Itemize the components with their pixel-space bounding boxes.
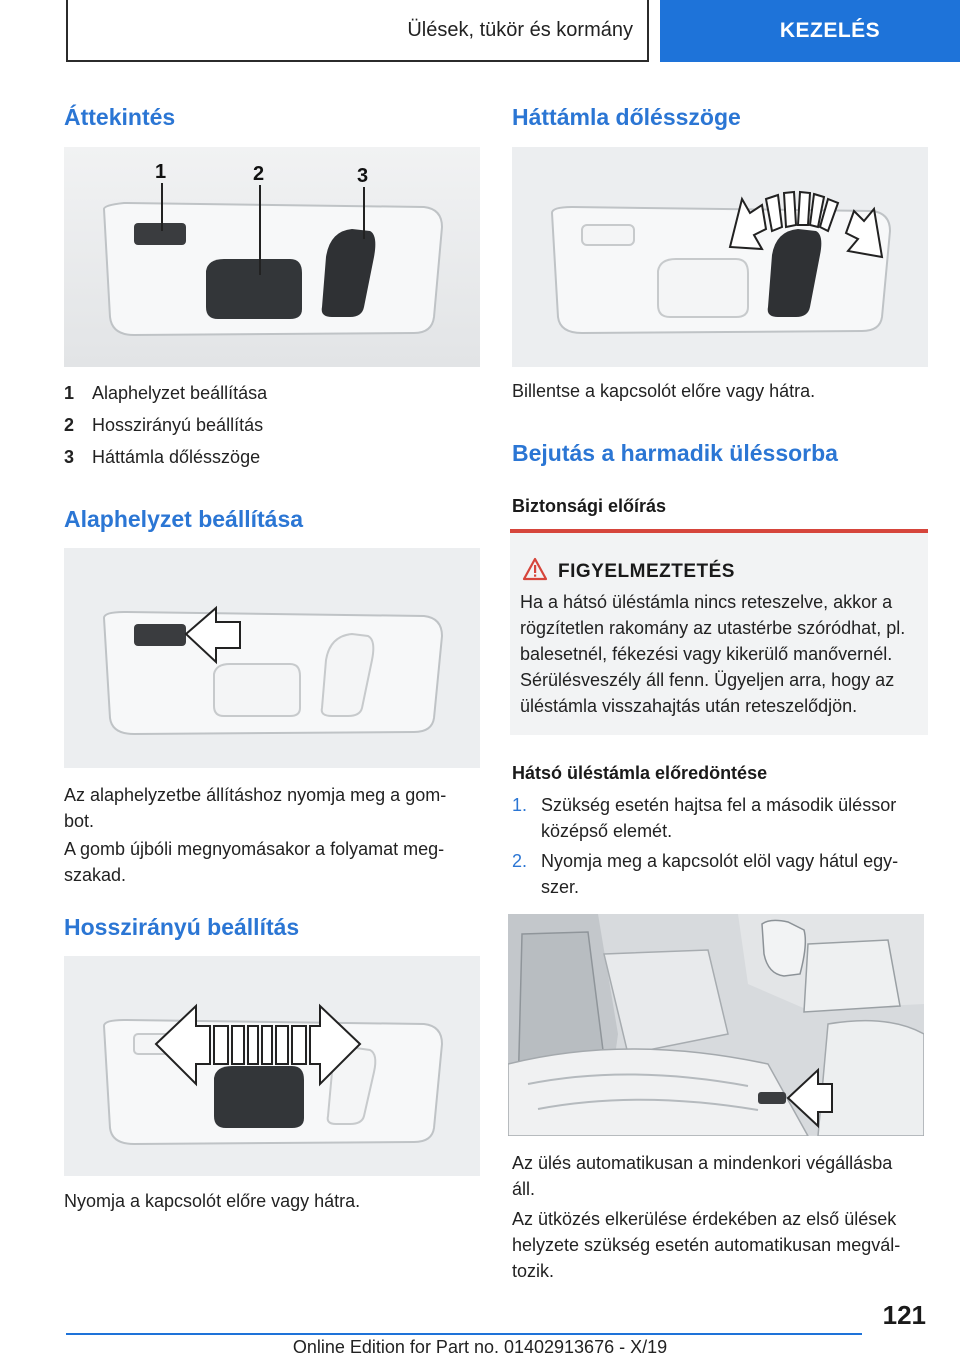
section-title: KEZELÉS (779, 19, 881, 42)
text-line: Ha a hátsó üléstámla nincs reteszelve, akkor a (520, 592, 893, 612)
third-row-heading: Bejutás a harmadik üléssorba (512, 440, 838, 466)
base-position-heading: Alaphelyzet beállítása (64, 506, 304, 532)
text-line: középső elemét. (541, 821, 673, 841)
list-item (64, 380, 480, 406)
collision-paragraph (512, 1206, 928, 1284)
list-item-number: 1 (64, 383, 75, 403)
text-line: áll. (512, 1179, 536, 1199)
text-line: helyzete szükség esetén automatikusan megvál‐ (512, 1235, 901, 1255)
callout-2: 2 (253, 163, 265, 185)
list-item-number: 2 (64, 415, 75, 435)
fold-heading: Hátsó üléstámla előredöntése (512, 763, 768, 783)
warning-title: FIGYELMEZTETÉS (558, 561, 735, 582)
footer-divider (66, 1333, 862, 1335)
backrest-figure (512, 147, 928, 367)
text-line: szakad. (64, 865, 127, 885)
text-line: Az ütközés elkerülése érdekében az első ülések (512, 1209, 897, 1229)
base-position-figure (64, 548, 480, 768)
text-line: rögzítetlen rakomány az utastérbe szóródhat, pl. (520, 618, 906, 638)
list-item-text: Hosszirányú beállítás (92, 415, 264, 435)
auto-position-paragraph (512, 1150, 928, 1202)
text-line: Az alaphelyzetbe állításhoz nyomja meg a gom‐ (64, 785, 447, 805)
edition-line: Online Edition for Part no. 01402913676 - X/19 (292, 1337, 668, 1357)
section-tab[interactable] (660, 0, 960, 62)
base-position-paragraph-2 (64, 836, 480, 888)
step-item (512, 792, 932, 844)
step-number: 1. (512, 795, 528, 815)
longitudinal-heading: Hosszirányú beállítás (64, 914, 300, 940)
warning-box (510, 529, 928, 735)
callout-3: 3 (357, 165, 369, 187)
list-item-text: Alaphelyzet beállítása (92, 383, 268, 403)
longitudinal-paragraph: Nyomja a kapcsolót előre vagy hátra. (64, 1191, 361, 1211)
callout-1: 1 (155, 161, 167, 183)
backrest-heading: Háttámla dőlésszöge (512, 104, 741, 130)
text-line: A gomb újbóli megnyomásakor a folyamat meg‐ (64, 839, 445, 859)
overview-heading: Áttekintés (64, 104, 176, 130)
third-row-seat-photo (508, 914, 924, 1136)
warning-triangle-icon (522, 557, 548, 581)
text-line: tozik. (512, 1261, 555, 1281)
text-line: bot. (64, 811, 95, 831)
warning-body (520, 589, 924, 719)
list-item-text: Háttámla dőlésszöge (92, 447, 261, 467)
page-number: 121 (882, 1300, 926, 1330)
step-text (541, 848, 931, 900)
safety-subheading: Biztonsági előírás (512, 496, 667, 516)
text-line: Nyomja meg a kapcsolót elöl vagy hátul egy‐ (541, 851, 899, 871)
step-number: 2. (512, 851, 528, 871)
list-item (64, 444, 480, 470)
chapter-title: Ülések, tükör és kormány (407, 18, 633, 41)
text-line: Sérülésveszély áll fenn. Ügyeljen arra, hogy az (520, 670, 895, 690)
list-item-number: 3 (64, 447, 75, 467)
backrest-paragraph: Billentse a kapcsolót előre vagy hátra. (512, 381, 816, 401)
seat-controls-overview-figure (64, 147, 480, 367)
text-line: Szükség esetén hajtsa fel a második üléssor (541, 795, 897, 815)
list-item (64, 412, 480, 438)
text-line: üléstámla visszahajtás után reteszelődjön. (520, 696, 858, 716)
step-text (541, 792, 931, 844)
text-line: szer. (541, 877, 580, 897)
chapter-header (66, 0, 649, 62)
base-position-paragraph-1 (64, 782, 480, 834)
longitudinal-figure (64, 956, 480, 1176)
text-line: balesetnél, fékezési vagy kikerülő manővernél. (520, 644, 893, 664)
step-item (512, 848, 932, 900)
text-line: Az ülés automatikusan a mindenkori végállásba (512, 1153, 893, 1173)
